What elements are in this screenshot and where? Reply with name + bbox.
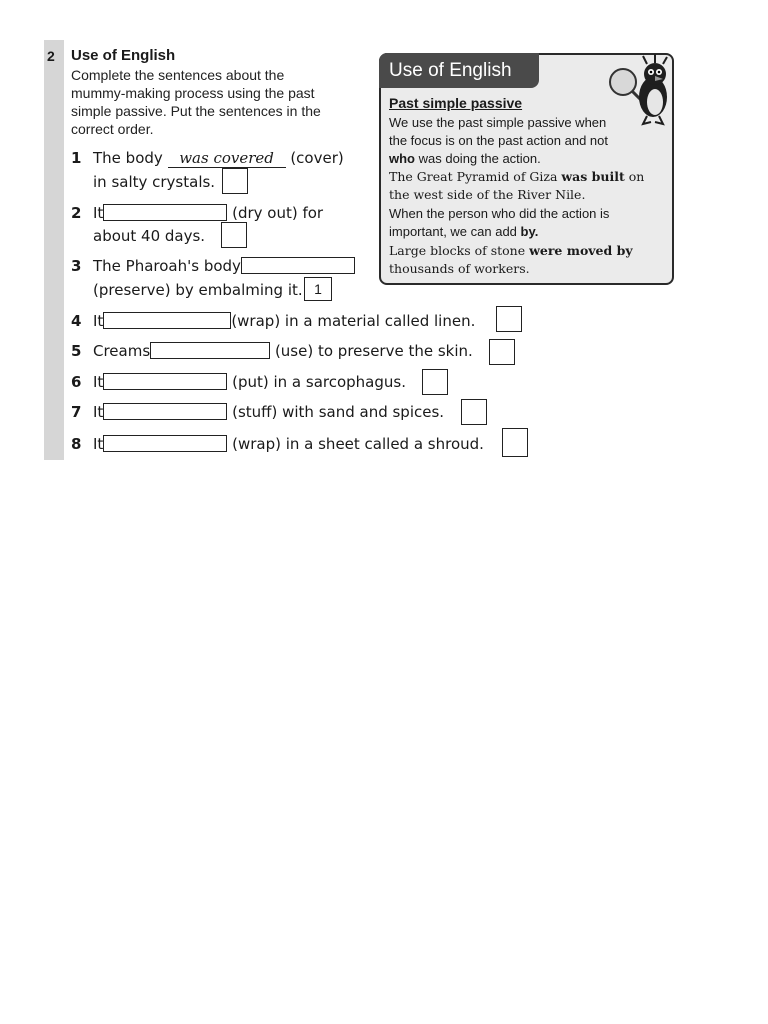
- example-1-line-2: the west side of the River Nile.: [389, 187, 586, 202]
- order-box-2[interactable]: [221, 222, 247, 248]
- answer-field-1[interactable]: was covered: [168, 149, 286, 168]
- sentence-4: 4 It (wrap) in a material called linen.: [71, 312, 476, 330]
- example-2-line-1: Large blocks of stone were moved by: [389, 243, 633, 258]
- order-box-6[interactable]: [422, 369, 448, 395]
- example-1-line-1: The Great Pyramid of Giza was built on: [389, 169, 645, 184]
- exercise-title: Use of English: [71, 47, 176, 64]
- exercise-instructions: Complete the sentences about the mummy-making process using the past simple passive. Put the sentences in the correct order.: [71, 67, 321, 137]
- sentence-3-cont: (preserve) by embalming it.: [93, 281, 303, 299]
- order-box-7[interactable]: [461, 399, 487, 425]
- order-box-1[interactable]: [222, 168, 248, 194]
- sentence-2-cont: about 40 days.: [93, 227, 206, 245]
- rule-line-2: the focus is on the past action and not: [389, 133, 608, 148]
- answer-field-6[interactable]: [103, 373, 227, 390]
- grammar-box-title: Use of English: [379, 53, 539, 88]
- rule-line-1: We use the past simple passive when: [389, 115, 607, 130]
- grammar-box-heading: Past simple passive: [389, 95, 523, 111]
- answer-field-2[interactable]: [103, 204, 227, 221]
- example-2-line-2: thousands of workers.: [389, 261, 530, 276]
- rule-line-4: When the person who did the action is: [389, 206, 610, 221]
- answer-field-8[interactable]: [103, 435, 227, 452]
- order-box-5[interactable]: [489, 339, 515, 365]
- rule-line-3: who was doing the action.: [389, 151, 541, 166]
- bird-mascot-icon: [603, 52, 681, 132]
- sentence-1: 1 The body was covered (cover): [71, 149, 344, 167]
- sentence-8: 8 It (wrap) in a sheet called a shroud.: [71, 435, 484, 453]
- sentence-7: 7 It (stuff) with sand and spices.: [71, 403, 445, 421]
- order-box-8[interactable]: [502, 428, 528, 457]
- sentence-1-cont: in salty crystals.: [93, 173, 216, 191]
- exercise-number: 2: [47, 48, 55, 64]
- sentence-2: 2 It (dry out) for: [71, 204, 324, 222]
- sentence-3: 3 The Pharoah's body: [71, 254, 355, 278]
- sentence-5: 5 Creams (use) to preserve the skin.: [71, 342, 473, 360]
- answer-field-3[interactable]: [241, 257, 355, 274]
- rule-line-5: important, we can add by.: [389, 224, 539, 239]
- answer-field-7[interactable]: [103, 403, 227, 420]
- answer-field-4[interactable]: [103, 312, 231, 329]
- sentence-6: 6 It (put) in a sarcophagus.: [71, 373, 406, 391]
- answer-field-5[interactable]: [150, 342, 270, 359]
- order-box-3[interactable]: 1: [304, 277, 332, 301]
- order-box-4[interactable]: [496, 306, 522, 332]
- margin-strip: [44, 40, 64, 460]
